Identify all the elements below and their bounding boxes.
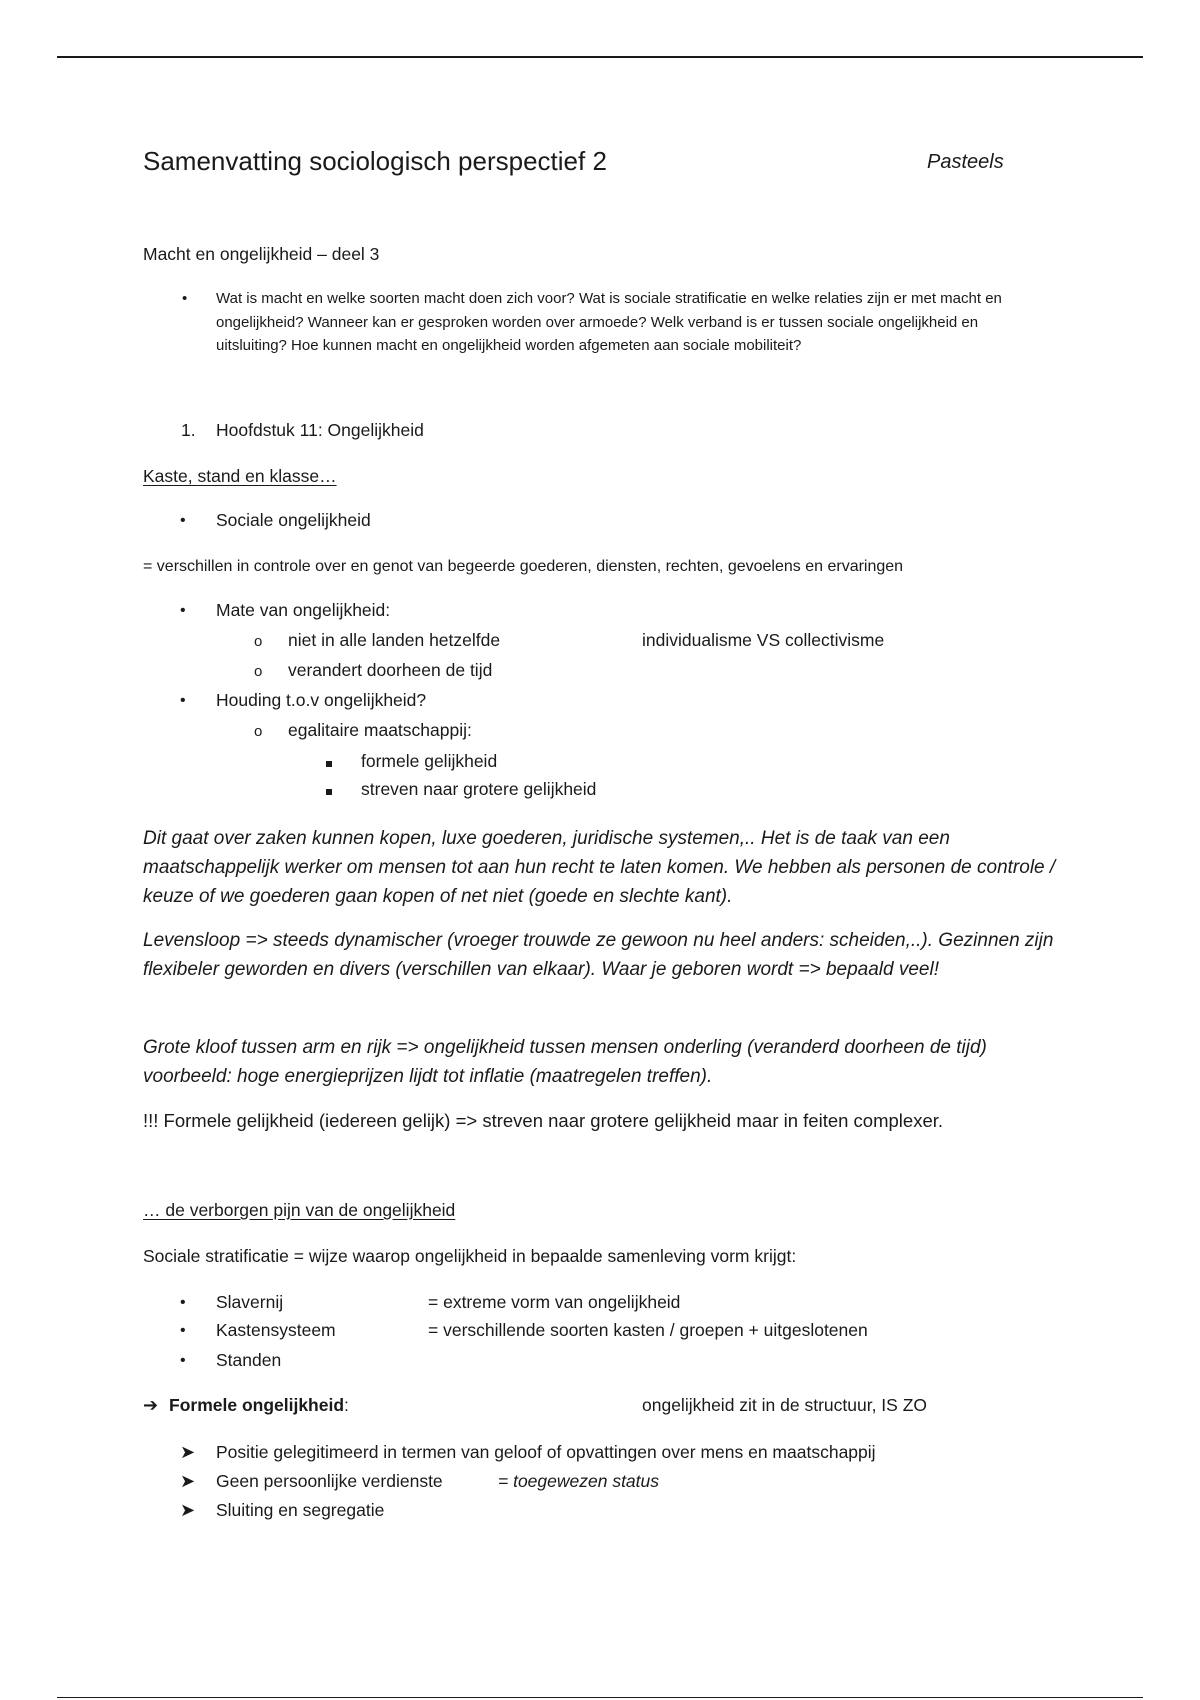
- circle-bullet-icon: o: [254, 663, 263, 680]
- arrow-bullet-icon: ➤: [180, 1471, 196, 1491]
- bold-arrow-icon: ➔: [143, 1395, 159, 1415]
- circle-bullet-icon: o: [254, 723, 263, 740]
- part2-heading: … de verborgen pijn van de ongelijkheid: [143, 1200, 456, 1220]
- arrow-item: Positie gelegitimeerd in termen van geloof of opvattingen over mens en maatschappij: [216, 1442, 876, 1462]
- part1-heading: Kaste, stand en klasse…: [143, 466, 337, 486]
- bullet-icon: •: [180, 692, 186, 709]
- document-author: Pasteels: [927, 151, 1004, 173]
- definition: = verschillen in controle over en genot van begeerde goederen, diensten, rechten, gevoelens en ervaringen: [143, 558, 904, 575]
- arrow-bullet-icon: ➤: [180, 1500, 196, 1520]
- paragraph-lifecourse: Levensloop => steeds dynamischer (vroeger trouwde ze gewoon nu heel anders: scheiden,..). Gezinnen zijn flexibeler geworden en divers (verschillen van elkaar). Waar je geboren wordt => bepaald veel!: [143, 930, 1054, 980]
- list-item-label: Kastensysteem: [216, 1320, 336, 1340]
- list-item-label: Standen: [216, 1350, 282, 1370]
- top-rule: [57, 56, 1143, 58]
- chapter-title: Hoofdstuk 11: Ongelijkheid: [216, 420, 424, 440]
- bullet-icon: •: [180, 1352, 186, 1369]
- square-bullet-icon: [326, 761, 332, 767]
- section-subtitle: Macht en ongelijkheid – deel 3: [143, 244, 380, 264]
- paragraph-gap: Grote kloof tussen arm en rijk => ongelijkheid tussen mensen onderling (veranderd doorheen de tijd) voorbeeld: hoge energieprijzen lijdt tot inflatie (maatregelen treffen).: [143, 1037, 987, 1087]
- bottom-rule: [57, 1697, 1143, 1698]
- list-item-desc: = extreme vorm van ongelijkheid: [428, 1292, 681, 1312]
- bullet-icon: •: [180, 512, 186, 529]
- formal-inequality-label: Formele ongelijkheid: [169, 1395, 345, 1415]
- subsub-strive: streven naar grotere gelijkheid: [361, 779, 597, 799]
- formal-inequality-colon: :: [344, 1395, 349, 1415]
- bullet-social-inequality: Sociale ongelijkheid: [216, 510, 371, 530]
- bullet-icon: •: [182, 290, 188, 307]
- bullet-attitude: Houding t.o.v ongelijkheid?: [216, 690, 427, 710]
- circle-bullet-icon: o: [254, 633, 263, 650]
- bullet-degree: Mate van ongelijkheid:: [216, 600, 391, 620]
- sub-countries: niet in alle landen hetzelfde: [288, 630, 501, 650]
- stratification-intro: Sociale stratificatie = wijze waarop ongelijkheid in bepaalde samenleving vorm krijgt:: [143, 1246, 797, 1266]
- intro-bullet: [182, 287, 1022, 358]
- arrow-item: Sluiting en segregatie: [216, 1500, 385, 1520]
- sub-countries-note: individualisme VS collectivisme: [642, 630, 885, 650]
- sub-time: verandert doorheen de tijd: [288, 660, 493, 680]
- list-item-label: Slavernij: [216, 1292, 284, 1312]
- list-item-desc: = verschillende soorten kasten / groepen + uitgeslotenen: [428, 1320, 868, 1340]
- status-note: = toegewezen status: [498, 1471, 660, 1491]
- arrow-item: Geen persoonlijke verdienste: [216, 1471, 443, 1491]
- formal-inequality: [169, 1395, 349, 1416]
- document-title: Samenvatting sociologisch perspectief 2: [143, 146, 607, 176]
- subsub-formal: formele gelijkheid: [361, 751, 498, 771]
- paragraph-goods: Dit gaat over zaken kunnen kopen, luxe goederen, juridische systemen,.. Het is de taak van een maatschappelijk werker om mensen tot aan hun recht te laten komen. We hebben als personen de controle / keuze of we goederen gaan kopen of net niet (goede en slechte kant).: [143, 828, 1056, 907]
- square-bullet-icon: [326, 789, 332, 795]
- bullet-icon: •: [180, 1294, 186, 1311]
- sub-egalitarian: egalitaire maatschappij:: [288, 720, 472, 740]
- bullet-icon: •: [180, 602, 186, 619]
- formal-inequality-note: ongelijkheid zit in de structuur, IS ZO: [642, 1395, 927, 1415]
- formal-equality-note: !!! Formele gelijkheid (iedereen gelijk) => streven naar grotere gelijkheid maar in feiten complexer.: [143, 1110, 944, 1131]
- chapter-number: 1.: [181, 420, 196, 440]
- arrow-bullet-icon: ➤: [180, 1442, 196, 1462]
- bullet-icon: •: [180, 1322, 186, 1339]
- intro-text: Wat is macht en welke soorten macht doen zich voor? Wat is sociale stratificatie en welke relaties zijn er met macht en ongelijkheid? Wanneer kan er gesproken worden over armoede? Welk verband is er tussen sociale ongelijkheid en uitsluiting? Hoe kunnen macht en ongelijkheid worden afgemeten aan sociale mobiliteit?: [216, 290, 1002, 354]
